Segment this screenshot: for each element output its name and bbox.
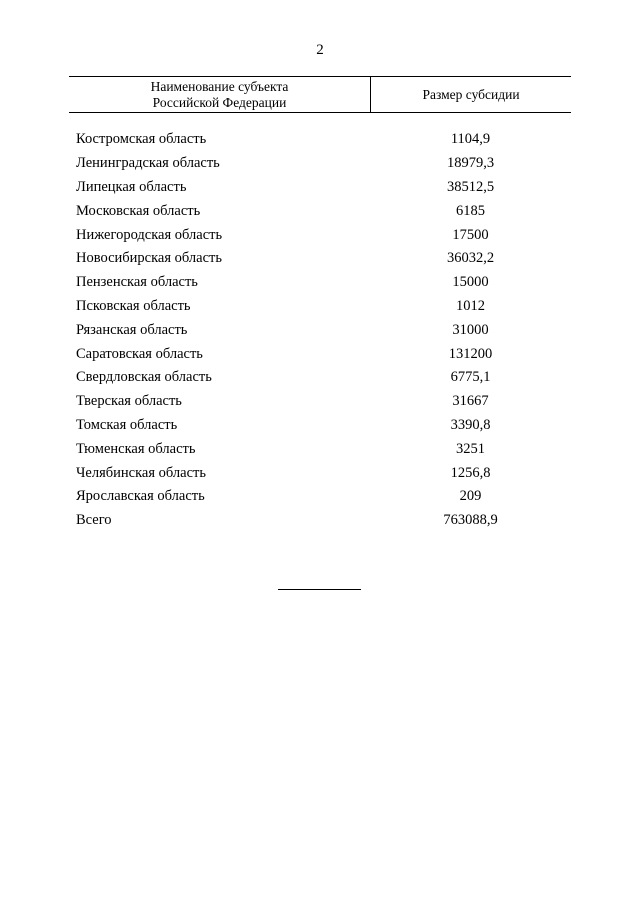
row-region-name: Челябинская область [76, 464, 206, 481]
row-region-name: Саратовская область [76, 345, 203, 362]
row-region-name: Ленинградская область [76, 155, 220, 172]
row-region-name: Липецкая область [76, 178, 187, 195]
row-subsidy-amount: 38512,5 [446, 178, 495, 195]
total-label: Всего [76, 512, 112, 529]
row-region-name: Московская область [76, 202, 201, 219]
table-header [69, 76, 571, 113]
table-row [76, 342, 571, 366]
table-body [76, 128, 571, 533]
table-row [76, 152, 571, 176]
total-amount: 763088,9 [443, 512, 498, 529]
table-row [76, 271, 571, 295]
end-of-document-rule [278, 589, 361, 590]
row-region-name: Нижегородская область [76, 226, 223, 243]
header-subsidy-amount: Размер субсидии [422, 86, 520, 102]
row-subsidy-amount: 31000 [452, 321, 489, 338]
page-number: 2 [316, 42, 324, 58]
row-region-name: Ярославская область [76, 488, 205, 505]
table-row [76, 247, 571, 271]
table-row [76, 176, 571, 200]
table-row [76, 128, 571, 152]
table-row [76, 366, 571, 390]
row-subsidy-amount: 31667 [452, 393, 489, 410]
header-subject-name [69, 77, 371, 112]
row-region-name: Новосибирская область [76, 250, 222, 267]
header-subject-name-line1: Наименование субъекта [150, 78, 289, 94]
row-subsidy-amount: 1012 [456, 297, 485, 314]
row-subsidy-amount: 17500 [452, 226, 489, 243]
row-subsidy-amount: 3390,8 [450, 416, 491, 433]
row-region-name: Тюменская область [76, 440, 196, 457]
table-total-row [76, 509, 571, 533]
row-region-name: Пензенская область [76, 274, 198, 291]
table-row [76, 390, 571, 414]
row-subsidy-amount: 1256,8 [450, 464, 491, 481]
table-row [76, 461, 571, 485]
row-region-name: Рязанская область [76, 321, 188, 338]
row-region-name: Свердловская область [76, 369, 212, 386]
table-row [76, 437, 571, 461]
row-subsidy-amount: 36032,2 [446, 250, 495, 267]
row-subsidy-amount: 6185 [456, 202, 485, 219]
table-row [76, 414, 571, 438]
row-subsidy-amount: 131200 [448, 345, 493, 362]
row-region-name: Костромская область [76, 131, 207, 148]
row-subsidy-amount: 209 [459, 488, 482, 505]
header-subject-name-line2: Российской Федерации [152, 94, 287, 110]
row-region-name: Псковская область [76, 297, 191, 314]
table-row [76, 318, 571, 342]
table-row [76, 485, 571, 509]
row-subsidy-amount: 18979,3 [446, 155, 495, 172]
row-subsidy-amount: 15000 [452, 274, 489, 291]
table-row [76, 223, 571, 247]
table-row [76, 199, 571, 223]
row-subsidy-amount: 3251 [456, 440, 485, 457]
row-subsidy-amount: 6775,1 [450, 369, 491, 386]
row-subsidy-amount: 1104,9 [450, 131, 491, 148]
row-region-name: Тверская область [76, 393, 182, 410]
row-region-name: Томская область [76, 416, 178, 433]
table-row [76, 295, 571, 319]
